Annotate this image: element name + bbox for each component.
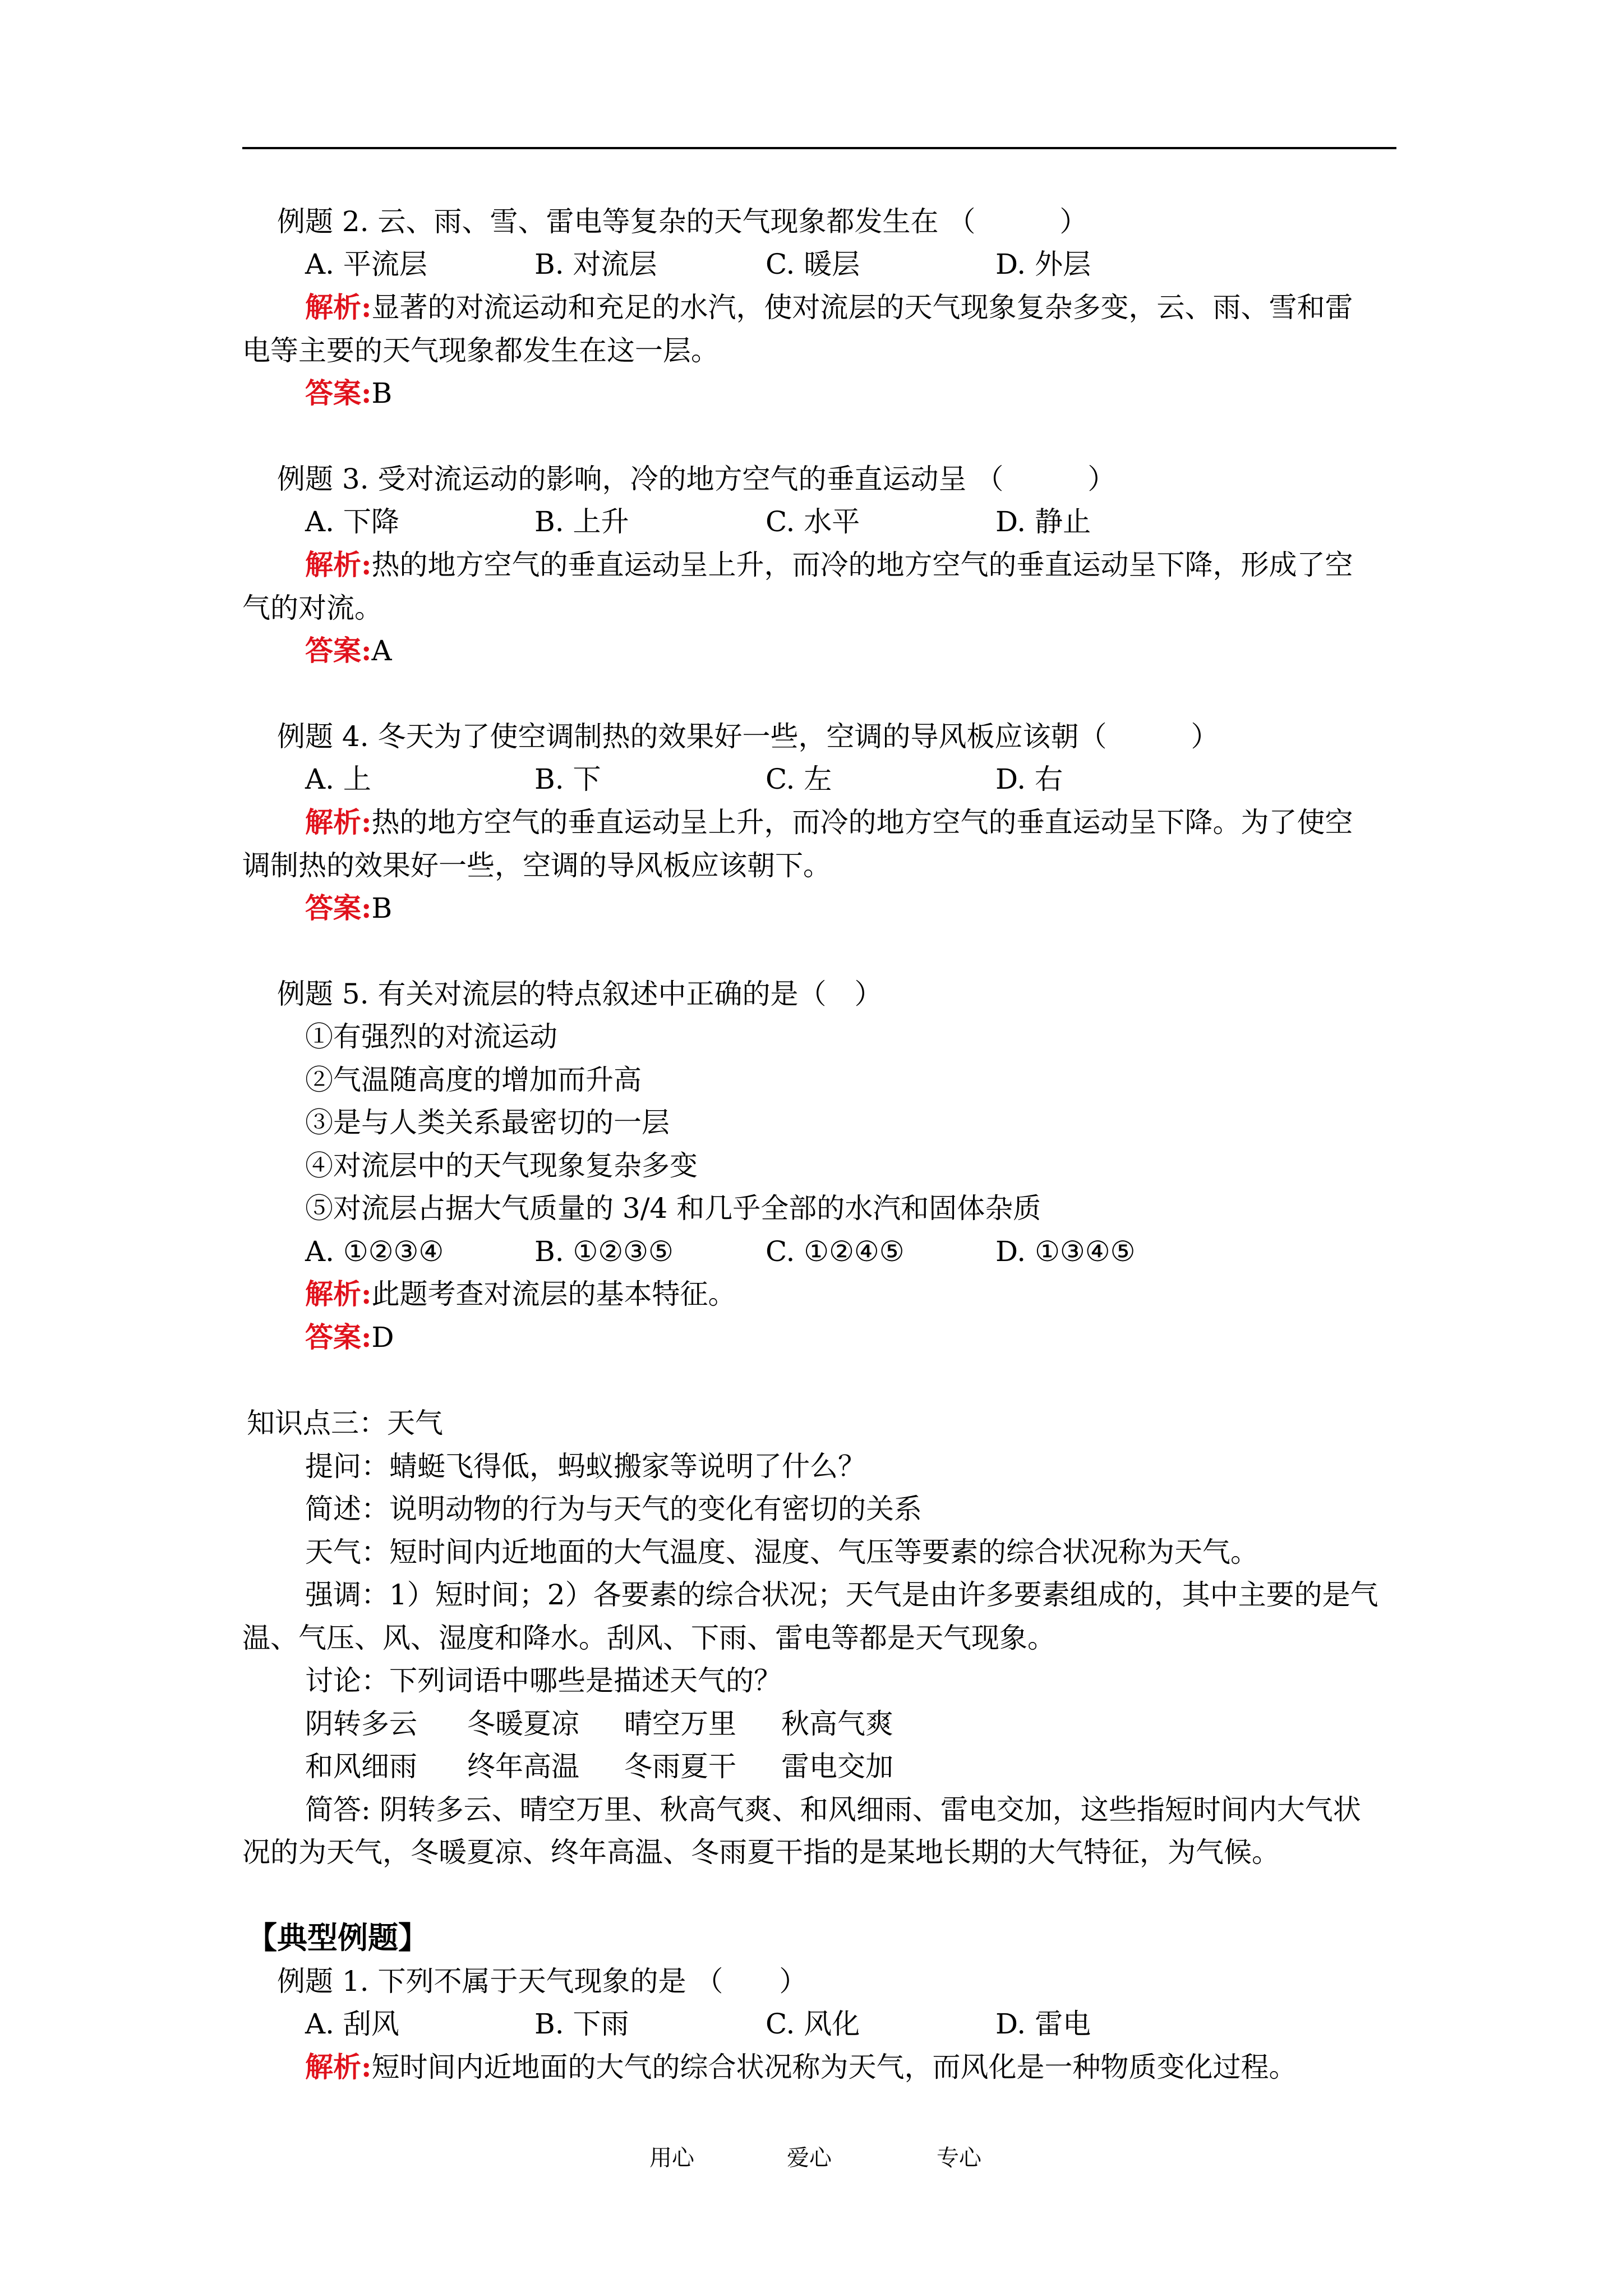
q5-item-5: ⑤对流层占据大气质量的 3/4 和几乎全部的水汽和固体杂质 — [305, 1192, 1041, 1225]
typical-heading: 【典型例题】 — [247, 1920, 428, 1955]
q5-item-4: ④对流层中的天气现象复杂多变 — [305, 1149, 698, 1182]
q4-analysis-cont: 调制热的效果好一些，空调的导风板应该朝下。 — [242, 849, 831, 882]
typical-q1-option-d: D. 雷电 — [995, 2008, 1091, 2040]
knowledge-short-answer-cont: 况的为天气，冬暖夏凉、终年高温、冬雨夏干指的是某地长期的大气特征，为气候。 — [242, 1836, 1280, 1869]
q5-analysis — [305, 1277, 736, 1311]
q4-analysis-text: 热的地方空气的垂直运动呈上升，而冷的地方空气的垂直运动呈下降。为了使空 — [371, 806, 1353, 839]
header-rule — [242, 147, 1396, 149]
words-1-1: 阴转多云 — [305, 1708, 417, 1740]
q5-option-b: B. ①②③⑤ — [534, 1235, 674, 1268]
typical-q1-option-b: B. 下雨 — [534, 2008, 629, 2040]
q2-analysis-cont: 电等主要的天气现象都发生在这一层。 — [242, 334, 719, 367]
q3-analysis — [305, 548, 1353, 582]
q5-option-c: C. ①②④⑤ — [766, 1235, 905, 1268]
q2-analysis-label: 解析: — [305, 291, 372, 324]
knowledge-discussion: 讨论：下列词语中哪些是描述天气的？ — [305, 1664, 782, 1697]
knowledge-emphasis: 强调：1）短时间；2）各要素的综合状况；天气是由许多要素组成的，其中主要的是气 — [305, 1579, 1378, 1611]
q4-answer-label: 答案: — [305, 891, 372, 924]
q2-answer-label: 答案: — [305, 376, 372, 409]
q3-option-b: B. 上升 — [534, 505, 629, 538]
q3-option-a: A. 下降 — [305, 505, 399, 538]
q5-item-1: ①有强烈的对流运动 — [305, 1020, 557, 1053]
q2-analysis — [305, 291, 1353, 324]
typical-q1-analysis-text: 短时间内近地面的大气的综合状况称为天气，而风化是一种物质变化过程。 — [371, 2051, 1297, 2083]
q3-option-c: C. 水平 — [766, 505, 860, 538]
q4-option-c: C. 左 — [766, 763, 832, 795]
words-2-4: 雷电交加 — [781, 1750, 893, 1783]
q5-stem: 例题 5. 有关对流层的特点叙述中正确的是（ ） — [277, 978, 883, 1010]
knowledge-brief: 简述：说明动物的行为与天气的变化有密切的关系 — [305, 1493, 922, 1525]
typical-q1-option-a: A. 刮风 — [305, 2008, 399, 2040]
q4-analysis-label: 解析: — [305, 806, 372, 839]
typical-q1-analysis — [305, 2050, 1297, 2084]
knowledge-definition: 天气：短时间内近地面的大气温度、湿度、气压等要素的综合状况称为天气。 — [305, 1536, 1258, 1568]
words-2-1: 和风细雨 — [305, 1750, 417, 1783]
q2-option-c: C. 暖层 — [766, 248, 860, 280]
knowledge-question: 提问：蜻蜓飞得低，蚂蚁搬家等说明了什么？ — [305, 1450, 866, 1483]
knowledge-emphasis-cont: 温、气压、风、湿度和降水。刮风、下雨、雷电等都是天气现象。 — [242, 1622, 1055, 1654]
knowledge-title: 知识点三：天气 — [247, 1407, 443, 1439]
q4-answer — [305, 891, 392, 925]
q3-stem: 例题 3. 受对流运动的影响，冷的地方空气的垂直运动呈 （ ） — [277, 463, 1116, 495]
words-1-2: 冬暖夏凉 — [467, 1708, 579, 1740]
q3-answer — [305, 634, 392, 668]
q5-answer-value: D — [371, 1321, 394, 1354]
typical-q1-option-c: C. 风化 — [766, 2008, 860, 2040]
q3-analysis-cont: 气的对流。 — [242, 592, 382, 624]
q5-answer-label: 答案: — [305, 1320, 372, 1354]
typical-q1-analysis-label: 解析: — [305, 2050, 372, 2083]
q5-item-2: ②气温随高度的增加而升高 — [305, 1064, 642, 1096]
q5-option-a: A. ①②③④ — [305, 1235, 444, 1268]
q4-stem: 例题 4. 冬天为了使空调制热的效果好一些，空调的导风板应该朝（ ） — [277, 720, 1219, 753]
words-1-4: 秋高气爽 — [781, 1708, 893, 1740]
footer-word-1: 用心 — [649, 2145, 694, 2171]
q2-option-d: D. 外层 — [995, 248, 1091, 280]
q4-analysis — [305, 806, 1353, 839]
q2-option-a: A. 平流层 — [305, 248, 427, 280]
q3-option-d: D. 静止 — [995, 505, 1091, 538]
q4-option-a: A. 上 — [305, 763, 371, 795]
q3-answer-value: A — [371, 634, 392, 667]
typical-q1-stem: 例题 1. 下列不属于天气现象的是 （ ） — [277, 1965, 808, 1998]
q5-analysis-text: 此题考查对流层的基本特征。 — [371, 1278, 736, 1310]
words-2-2: 终年高温 — [467, 1750, 579, 1783]
q5-item-3: ③是与人类关系最密切的一层 — [305, 1106, 670, 1139]
words-1-3: 晴空万里 — [624, 1708, 736, 1740]
q4-answer-value: B — [371, 892, 393, 924]
q3-analysis-text: 热的地方空气的垂直运动呈上升，而冷的地方空气的垂直运动呈下降，形成了空 — [371, 549, 1353, 581]
q5-analysis-label: 解析: — [305, 1277, 372, 1310]
knowledge-short-answer: 简答: 阴转多云、晴空万里、秋高气爽、和风细雨、雷电交加，这些指短时间内大气状 — [305, 1793, 1361, 1826]
q5-option-d: D. ①③④⑤ — [995, 1235, 1136, 1268]
q2-answer-value: B — [371, 377, 393, 409]
q2-option-b: B. 对流层 — [534, 248, 657, 280]
q2-stem: 例题 2. 云、雨、雪、雷电等复杂的天气现象都发生在 （ ） — [277, 205, 1088, 238]
footer-word-3: 专心 — [937, 2145, 981, 2171]
q2-analysis-text: 显著的对流运动和充足的水汽，使对流层的天气现象复杂多变，云、雨、雪和雷 — [371, 291, 1353, 324]
footer-word-2: 爱心 — [787, 2145, 832, 2171]
q3-answer-label: 答案: — [305, 634, 372, 667]
q3-analysis-label: 解析: — [305, 548, 372, 581]
q5-answer — [305, 1320, 394, 1354]
words-2-3: 冬雨夏干 — [624, 1750, 736, 1783]
q4-option-d: D. 右 — [995, 763, 1063, 795]
q4-option-b: B. 下 — [534, 763, 601, 795]
q2-answer — [305, 376, 392, 410]
